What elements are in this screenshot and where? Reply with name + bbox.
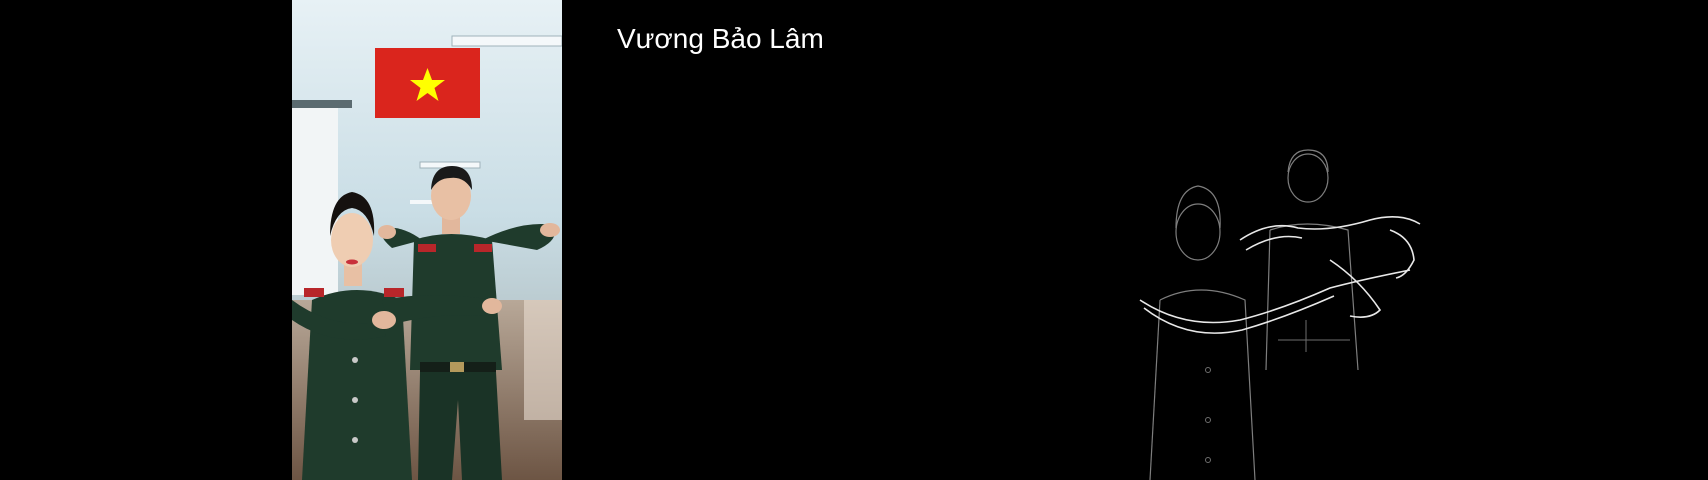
dancers-scene (292, 0, 562, 480)
ceiling-light (452, 36, 562, 46)
caption-title: Vương Bảo Lâm (617, 23, 824, 54)
floor-reflection (524, 300, 562, 420)
edge-outline-figure (1130, 120, 1430, 480)
edge-detection-panel (1130, 120, 1430, 480)
wall-pillar (292, 105, 338, 295)
vietnam-flag-icon (375, 48, 480, 118)
video-panel (292, 0, 562, 480)
wall-beam (292, 100, 352, 108)
